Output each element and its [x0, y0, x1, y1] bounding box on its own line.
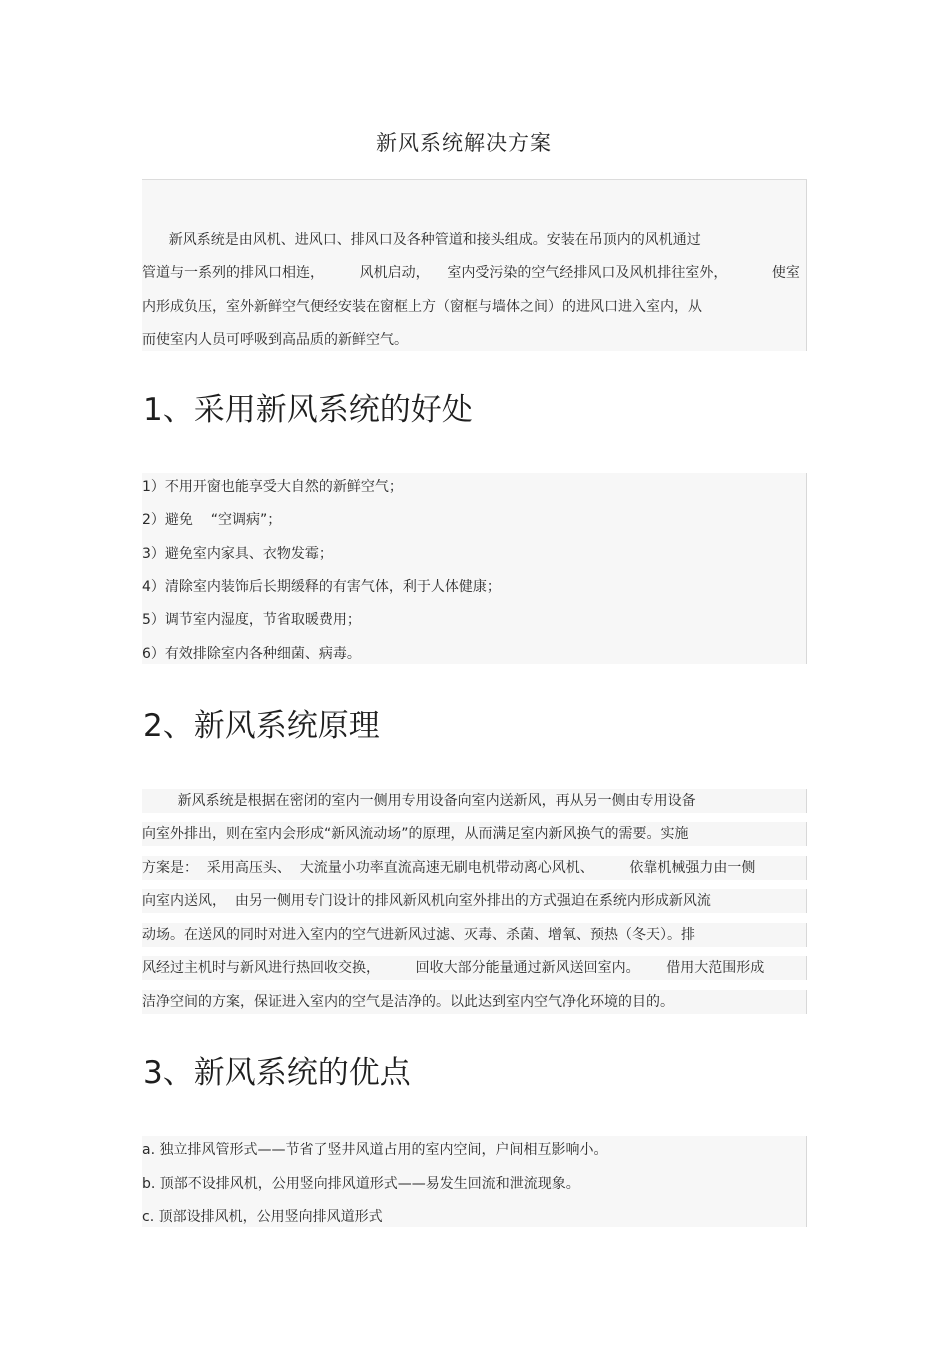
advantages-list	[142, 1136, 807, 1227]
principle-line: 向室外排出，则在室内会形成“新风流动场”的原理，从而满足室内新风换气的需要。实施	[142, 826, 689, 842]
intro-line: 而使室内人员可呼吸到高品质的新鲜空气。	[142, 332, 408, 348]
principle-line-band	[142, 889, 807, 913]
section-2-heading: 2、新风系统原理	[143, 708, 380, 744]
principle-line: 风经过主机时与新风进行热回收交换， 回收大部分能量通过新风送回室内。 借用大范围形成	[142, 960, 765, 976]
principle-line: 方案是： 采用高压头、 大流量小功率直流高速无刷电机带动离心风机、 依靠机械强力由一侧	[142, 860, 756, 876]
list-item: 5）调节室内湿度，节省取暖费用；	[142, 612, 361, 628]
list-item: 2）避免 “空调病”；	[142, 512, 282, 528]
list-item: b. 顶部不设排风机，公用竖向排风道形式——易发生回流和泄流现象。	[142, 1176, 580, 1192]
section-3-heading: 3、新风系统的优点	[143, 1055, 411, 1091]
principle-line: 洁净空间的方案，保证进入室内的空气是洁净的。以此达到室内空气净化环境的目的。	[142, 994, 674, 1010]
principle-line-band	[142, 822, 807, 846]
principle-line: 动场。在送风的同时对进入室内的空气进新风过滤、灭毒、杀菌、增氧、预热（冬天）。排	[142, 927, 695, 943]
benefits-list	[142, 473, 807, 664]
intro-line: 新风系统是由风机、进风口、排风口及各种管道和接头组成。安装在吊顶内的风机通过	[142, 232, 701, 248]
intro-line: 管道与一系列的排风口相连， 风机启动， 室内受污染的空气经排风口及风机排往室外， 使室	[142, 265, 800, 281]
list-item: 6）有效排除室内各种细菌、病毒。	[142, 646, 361, 662]
section-1-heading: 1、采用新风系统的好处	[143, 392, 473, 428]
principle-line-band	[142, 990, 807, 1014]
principle-line: 向室内送风， 由另一侧用专门设计的排风新风机向室外排出的方式强迫在系统内形成新风流	[142, 893, 711, 909]
principle-line-band	[142, 923, 807, 947]
intro-line: 内形成负压，室外新鲜空气便经安装在窗框上方（窗框与墙体之间）的进风口进入室内，从	[142, 299, 702, 315]
principle-line-band	[142, 789, 807, 813]
list-item: 4）清除室内装饰后长期缓释的有害气体，利于人体健康；	[142, 579, 501, 595]
principle-line-band	[142, 856, 807, 880]
intro-block	[142, 179, 807, 351]
page-title: 新风系统解决方案	[376, 131, 552, 155]
list-item: a. 独立排风管形式——节省了竖井风道占用的室内空间，户间相互影响小。	[142, 1142, 608, 1158]
principle-line-band	[142, 956, 807, 980]
list-item: 3）避免室内家具、衣物发霉；	[142, 546, 333, 562]
principle-line: 新风系统是根据在密闭的室内一侧用专用设备向室内送新风，再从另一侧由专用设备	[142, 793, 696, 809]
list-item: 1）不用开窗也能享受大自然的新鲜空气；	[142, 479, 403, 495]
list-item: c. 顶部设排风机，公用竖向排风道形式	[142, 1209, 383, 1225]
